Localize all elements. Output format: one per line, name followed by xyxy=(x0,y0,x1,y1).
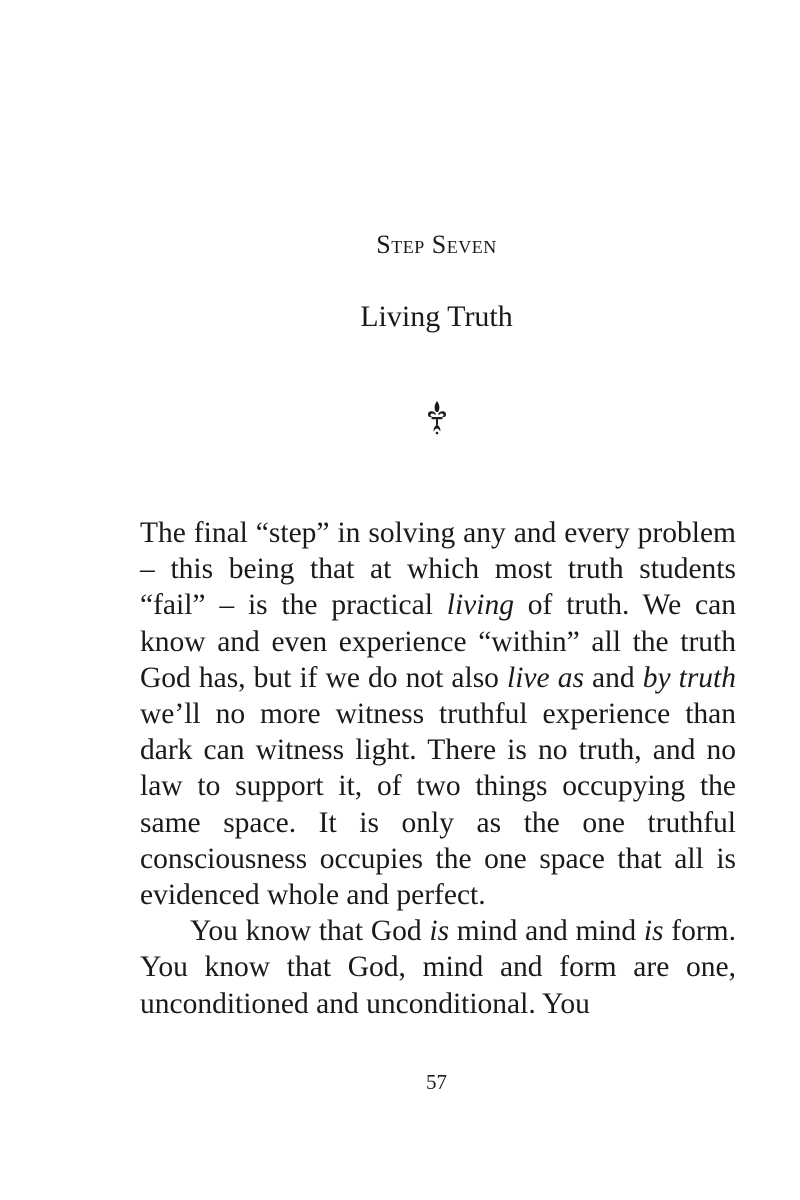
chapter-label: Step Seven xyxy=(376,230,497,259)
body-text xyxy=(140,515,736,1022)
text-run: You know that God xyxy=(190,915,430,948)
italic-text: live as xyxy=(507,661,584,694)
text-run: form. You know that God, mind and form are one, unconditioned and unconditional. You xyxy=(140,915,736,1020)
text-run: mind and mind xyxy=(449,915,644,948)
paragraph xyxy=(140,913,736,1022)
text-run: of truth. We can know and even experience “within” all the truth God has, but if we do not also xyxy=(140,589,736,694)
text-run: and xyxy=(583,661,643,694)
page-number: 57 xyxy=(426,1070,447,1094)
italic-text: is xyxy=(429,915,450,948)
paragraph xyxy=(140,515,736,913)
chapter-title: Living Truth xyxy=(360,300,513,333)
text-run: we’ll no more witness truthful experience than dark can witness light. There is no truth, and no law to support it, of two things occupying the same space. It is only as the one truthful consciousness occupies the one space that all is evidenced whole and perfect. xyxy=(140,698,736,912)
italic-text: by truth xyxy=(642,661,737,694)
italic-text: is xyxy=(643,915,664,948)
text-run: The final “step” in solving any and every problem – this being that at which most truth students “fail” – is the practical xyxy=(140,517,736,622)
italic-text: living xyxy=(446,589,514,622)
fleur-de-lis-icon xyxy=(425,400,449,436)
